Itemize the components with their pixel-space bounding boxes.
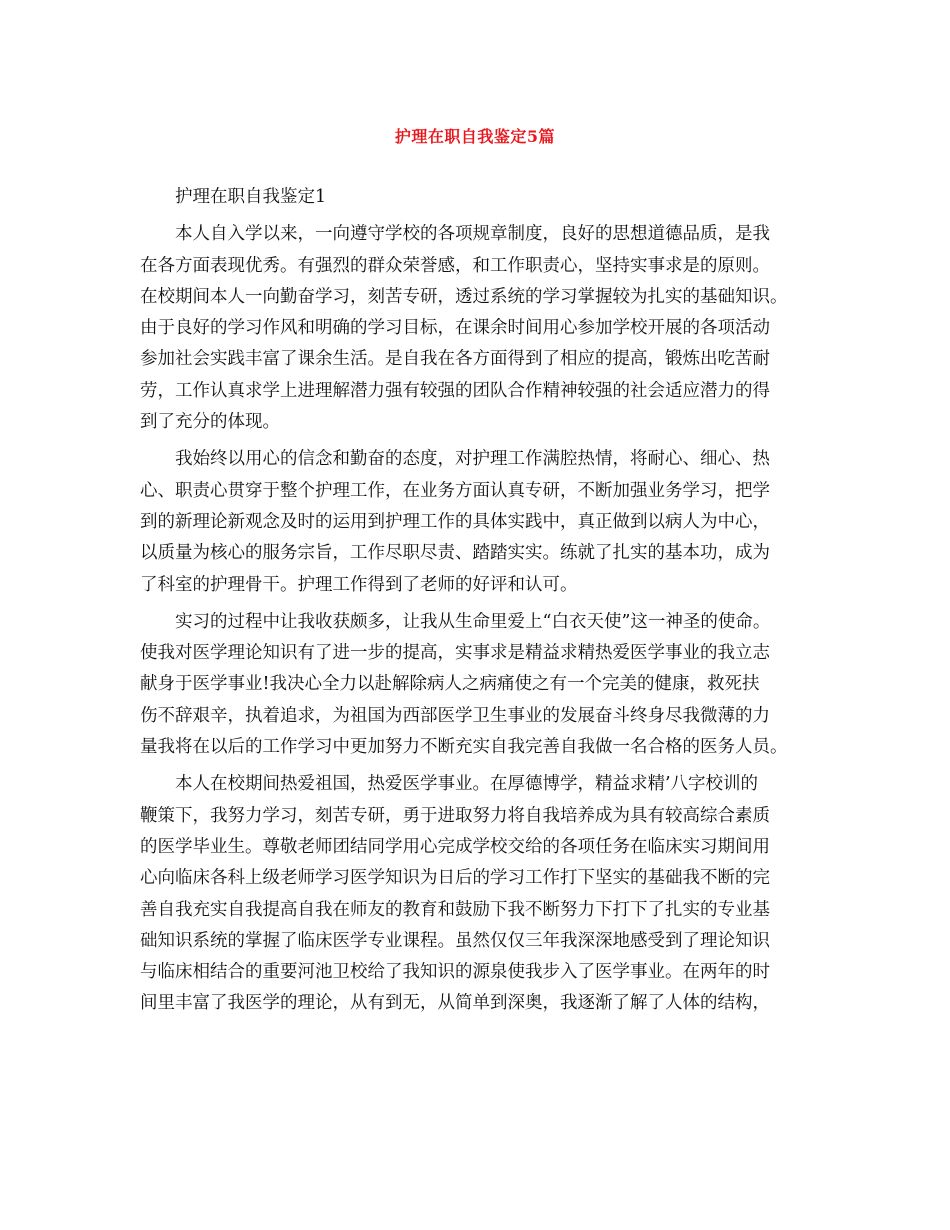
paragraph-line: 到了充分的体现。 — [140, 412, 280, 433]
paragraph-line: 本人自入学以来，一向遵守学校的各项规章制度，良好的思想道德品质，是我 — [175, 224, 770, 245]
document-body — [140, 182, 812, 1026]
paragraph-line: 由于良好的学习作风和明确的学习目标，在课余时间用心参加学校开展的各项活动 — [140, 318, 770, 339]
paragraph-line: 献身于医学事业!我决心全力以赴解除病人之病痛使之有一个完美的健康，救死扶 — [140, 674, 760, 695]
paragraph-line: 与临床相结合的重要河池卫校给了我知识的源泉使我步入了医学事业。在两年的时 — [140, 962, 770, 983]
paragraph-line: 参加社会实践丰富了课余生活。是自我在各方面得到了相应的提高，锻炼出吃苦耐 — [140, 349, 770, 370]
paragraph-line: 间里丰富了我医学的理论，从有到无，从简单到深奥，我逐渐了解了人体的结构， — [140, 993, 770, 1014]
paragraph-line: 在各方面表现优秀。有强烈的群众荣誉感，和工作职责心，坚持实事求是的原则。 — [140, 255, 770, 276]
paragraph — [140, 769, 812, 1019]
paragraph — [140, 607, 812, 763]
paragraph-line: 鞭策下，我努力学习，刻苦专研，勇于进取努力将自我培养成为具有较高综合素质 — [140, 805, 770, 826]
paragraph-line: 实习的过程中让我收获颇多，让我从生命里爱上“白衣天使”这一神圣的使命。 — [175, 611, 771, 632]
paragraph — [140, 444, 812, 600]
paragraph-line: 心向临床各科上级老师学习医学知识为日后的学习工作打下坚实的基础我不断的完 — [140, 868, 770, 889]
paragraph-line: 善自我充实自我提高自我在师友的教育和鼓励下我不断努力下打下了扎实的专业基 — [140, 899, 770, 920]
paragraph-line: 以质量为核心的服务宗旨，工作尽职尽责、踏踏实实。练就了扎实的基本功，成为 — [140, 543, 770, 564]
paragraph-list — [140, 219, 812, 1019]
paragraph-line: 的医学毕业生。尊敬老师团结同学用心完成学校交给的各项任务在临床实习期间用 — [140, 836, 770, 857]
paragraph-line: 心、职责心贯穿于整个护理工作，在业务方面认真专研，不断加强业务学习，把学 — [140, 480, 770, 501]
paragraph-line: 了科室的护理骨干。护理工作得到了老师的好评和认可。 — [140, 574, 578, 595]
paragraph-line: 到的新理论新观念及时的运用到护理工作的具体实践中，真正做到以病人为中心， — [140, 511, 770, 532]
paragraph-line: 量我将在以后的工作学习中更加努力不断充实自我完善自我做一名合格的医务人员。 — [140, 737, 788, 758]
paragraph-line: 伤不辞艰辛，执着追求，为祖国为西部医学卫生事业的发展奋斗终身尽我微薄的力 — [140, 705, 770, 726]
paragraph-line: 本人在校期间热爱祖国，热爱医学事业。在厚德博学，精益求精’八字校训的 — [175, 774, 759, 795]
document-title: 护理在职自我鉴定5篇 — [394, 127, 556, 146]
paragraph-line: 使我对医学理论知识有了进一步的提高，实事求是精益求精热爱医学事业的我立志 — [140, 643, 770, 664]
paragraph-line: 在校期间本人一向勤奋学习，刻苦专研，透过系统的学习掌握较为扎实的基础知识。 — [140, 286, 788, 307]
paragraph-line: 础知识系统的掌握了临床医学专业课程。虽然仅仅三年我深深地感受到了理论知识 — [140, 930, 770, 951]
paragraph-line: 我始终以用心的信念和勤奋的态度，对护理工作满腔热情，将耐心、细心、热 — [175, 449, 770, 470]
paragraph-line: 劳，工作认真求学上进理解潜力强有较强的团队合作精神较强的社会适应潜力的得 — [140, 380, 770, 401]
paragraph — [140, 219, 812, 438]
section-heading: 护理在职自我鉴定1 — [175, 187, 327, 207]
